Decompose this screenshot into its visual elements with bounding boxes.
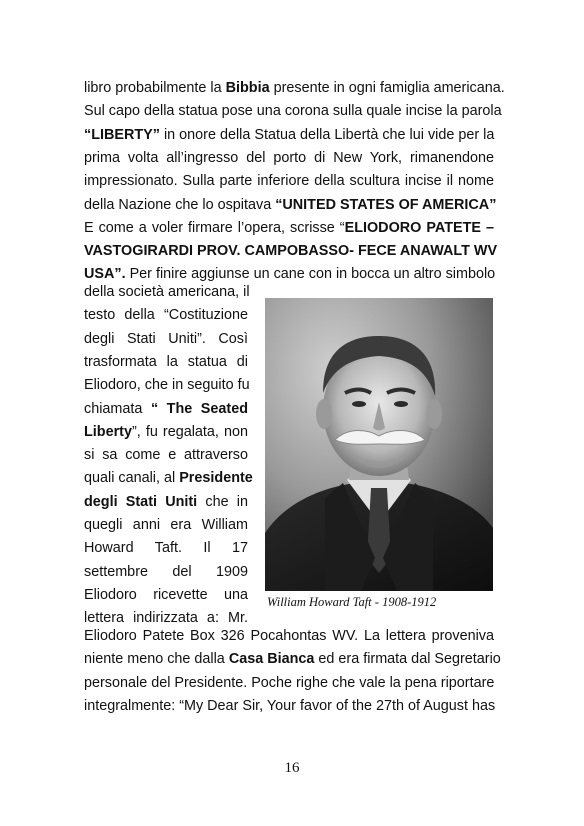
text-run: ed era firmata dal Segretario: [314, 651, 501, 668]
page-number: 16: [284, 760, 300, 776]
text-run: testo della “Costituzione: [84, 307, 248, 324]
text-line: [84, 329, 248, 349]
text-line: [84, 101, 502, 121]
text-run: che in: [197, 493, 249, 510]
text-run: libro probabilmente la: [84, 80, 226, 96]
text-line: [84, 352, 248, 372]
text-run: quali canali, al: [84, 470, 180, 487]
text-line: [84, 562, 248, 582]
text-run: della società americana, il: [84, 284, 250, 300]
text-run: Eliodoro, che in seguito fu: [84, 377, 250, 394]
bold-text-run: “UNITED STATES OF AMERICA”: [275, 196, 497, 213]
text-line: [84, 282, 248, 302]
text-run: si sa come e attraverso: [84, 447, 248, 464]
text-line: [84, 171, 494, 191]
text-line: [84, 649, 501, 669]
text-line: [84, 195, 497, 215]
text-line: [84, 538, 248, 558]
text-run: Per finire aggiunse un cane con in bocca un altro simbolo: [125, 266, 496, 283]
photo-caption: William Howard Taft - 1908-1912: [267, 595, 437, 609]
text-line: [84, 626, 494, 646]
text-run: Eliodoro Patete Box 326 Pocahontas WV. La lettera proveniva: [84, 628, 494, 644]
text-run: personale del Presidente. Poche righe che vale la pena riportare: [84, 674, 495, 691]
bold-text-run: “ The Seated: [150, 400, 248, 417]
text-line: [84, 305, 248, 325]
text-line: [84, 78, 505, 98]
text-line: [84, 125, 494, 145]
text-run: ”, fu regalata, non: [131, 423, 248, 440]
text-run: chiamata: [84, 400, 151, 417]
text-run: niente meno che dalla: [84, 651, 229, 668]
bold-text-run: Presidente: [179, 470, 253, 487]
text-line: [84, 468, 253, 488]
text-run: E come a voler firmare l’opera, scrisse “: [84, 219, 345, 236]
text-run: prima volta all’ingresso del porto di New York, rimanendone: [84, 149, 494, 166]
text-run: integralmente: “My Dear Sir, Your favor of the 27th of August has: [84, 697, 496, 714]
text-line: [84, 585, 248, 605]
text-line: [84, 492, 248, 512]
bold-text-run: Bibbia: [225, 80, 270, 96]
text-run: trasformata la statua di: [84, 353, 248, 370]
taft-portrait-photo: [265, 298, 493, 591]
text-run: settembre del 1909: [84, 563, 248, 580]
text-line: [84, 218, 494, 238]
bold-text-run: VASTOGIRARDI PROV. CAMPOBASSO- FECE ANAWALT WV: [84, 243, 498, 260]
text-run: impressionato. Sulla parte inferiore della scultura incise il nome: [84, 173, 494, 190]
text-line: [84, 445, 248, 465]
text-run: Sul capo della statua pose una corona sulla quale incise la parola: [84, 103, 502, 120]
text-run: Eliodoro ricevette una: [84, 586, 248, 603]
text-line: [84, 148, 494, 168]
text-run: degli Stati Uniti”. Così: [84, 330, 248, 347]
text-run: Howard Taft. Il 17: [84, 540, 248, 557]
text-line: [84, 696, 494, 716]
text-line: [84, 241, 498, 261]
text-line: [84, 673, 494, 693]
bold-text-run: ELIODORO PATETE –: [344, 219, 494, 236]
text-line: [84, 399, 248, 419]
bold-text-run: Casa Bianca: [228, 651, 315, 668]
bold-text-run: USA”.: [84, 266, 126, 283]
text-run: in onore della Statua della Libertà che lui vide per la: [159, 126, 495, 143]
portrait-image: [265, 298, 493, 591]
text-run: della Nazione che lo ospitava: [84, 196, 276, 213]
text-line: [84, 422, 248, 442]
bold-text-run: “LIBERTY”: [84, 126, 160, 143]
text-run: quegli anni era William: [84, 517, 248, 533]
text-line: [84, 375, 248, 395]
bold-text-run: degli Stati Uniti: [84, 493, 198, 510]
text-run: presente in ogni famiglia americana.: [269, 80, 505, 96]
text-line: [84, 515, 248, 535]
bold-text-run: Liberty: [84, 423, 132, 440]
text-run: lettera indirizzata a: Mr.: [84, 610, 248, 627]
